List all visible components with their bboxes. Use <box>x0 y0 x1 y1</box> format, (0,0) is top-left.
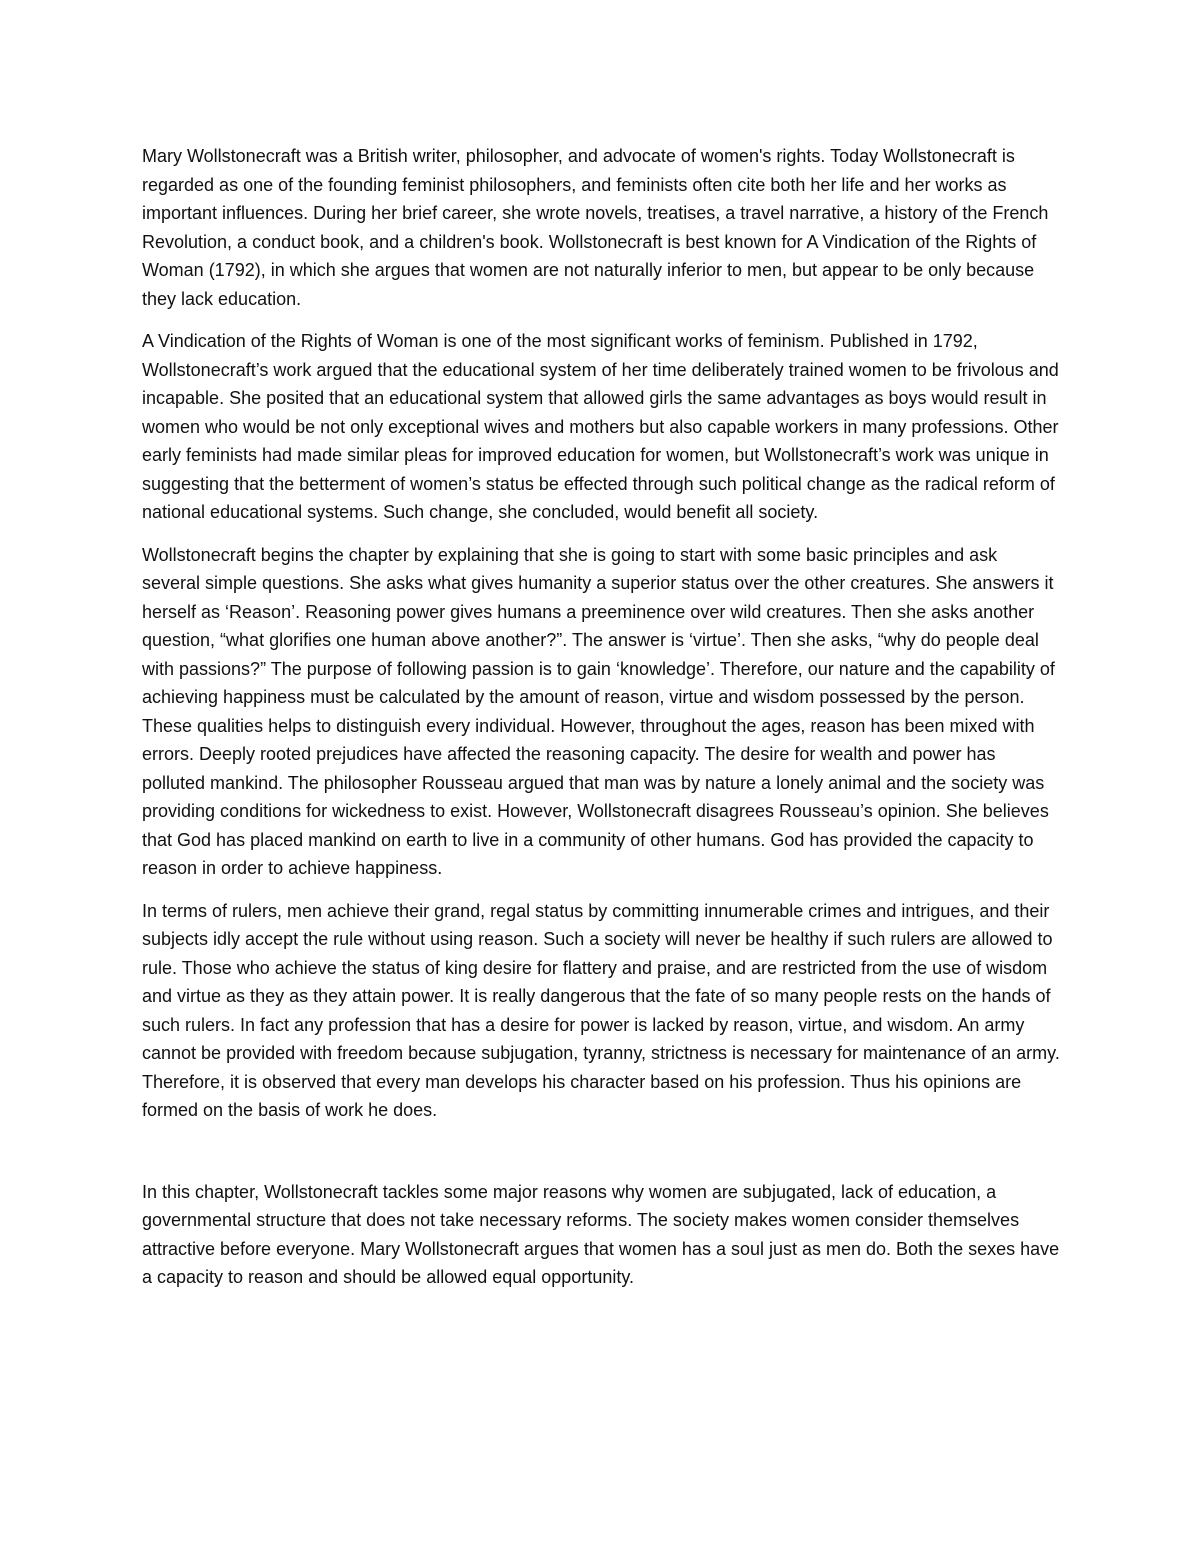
document-body <box>142 142 1060 1306</box>
paragraph-intro: Mary Wollstonecraft was a British writer, philosopher, and advocate of women's rights. Today Wollstonecraft is regarded as one of the founding feminist philosophers, and feminists often cite both her life and her works as important influences. During her brief career, she wrote novels, treatises, a travel narrative, a history of the French Revolution, a conduct book, and a children's book. Wollstonecraft is best known for A Vindication of the Rights of Woman (1792), in which she argues that women are not naturally inferior to men, but appear to be only because they lack education. <box>142 146 1049 309</box>
paragraph-vindication: A Vindication of the Rights of Woman is one of the most significant works of feminism. Published in 1792, Wollstonecraft’s work argued that the educational system of her time deliberately trained women to be frivolous and incapable. She posited that an educational system that allowed girls the same advantages as boys would result in women who would be not only exceptional wives and mothers but also capable workers in many professions. Other early feminists had made similar pleas for improved education for women, but Wollstonecraft’s work was unique in suggesting that the betterment of women’s status be effected through such political change as the radical reform of national educational systems. Such change, she concluded, would benefit all society. <box>142 331 1059 522</box>
paragraph-rulers: In terms of rulers, men achieve their grand, regal status by committing innumerable crimes and intrigues, and their subjects idly accept the rule without using reason. Such a society will never be healthy if such rulers are allowed to rule. Those who achieve the status of king desire for flattery and praise, and are restricted from the use of wisdom and virtue as they as they attain power. It is really dangerous that the fate of so many people rests on the hands of such rulers. In fact any profession that has a desire for power is lacked by reason, virtue, and wisdom. An army cannot be provided with freedom because subjugation, tyranny, strictness is necessary for maintenance of an army. Therefore, it is observed that every man develops his character based on his profession. Thus his opinions are formed on the basis of work he does. <box>142 900 1060 1120</box>
paragraph-reason-virtue: Wollstonecraft begins the chapter by explaining that she is going to start with some basic principles and ask several simple questions. She asks what gives humanity a superior status over the other creatures. She answers it herself as ‘Reason’. Reasoning power gives humans a preeminence over wild creatures. Then she asks another question, “what glorifies one human above another?”. The answer is ‘virtue’. Then she asks, “why do people deal with passions?” The purpose of following passion is to gain ‘knowledge’. Therefore, our nature and the capability of achieving happiness must be calculated by the amount of reason, virtue and wisdom possessed by the person. These qualities helps to distinguish every individual. However, throughout the ages, reason has been mixed with errors. Deeply rooted prejudices have affected the reasoning capacity. The desire for wealth and power has polluted mankind. The philosopher Rousseau argued that man was by nature a lonely animal and the society was providing conditions for wickedness to exist. However, Wollstonecraft disagrees Rousseau’s opinion. She believes that God has placed mankind on earth to live in a community of other humans. God has provided the capacity to reason in order to achieve happiness. <box>142 544 1055 878</box>
paragraph-conclusion: In this chapter, Wollstonecraft tackles some major reasons why women are subjugated, lack of education, a governmental structure that does not take necessary reforms. The society makes women consider themselves attractive before everyone. Mary Wollstonecraft argues that women has a soul just as men do. Both the sexes have a capacity to reason and should be allowed equal opportunity. <box>142 1181 1060 1287</box>
